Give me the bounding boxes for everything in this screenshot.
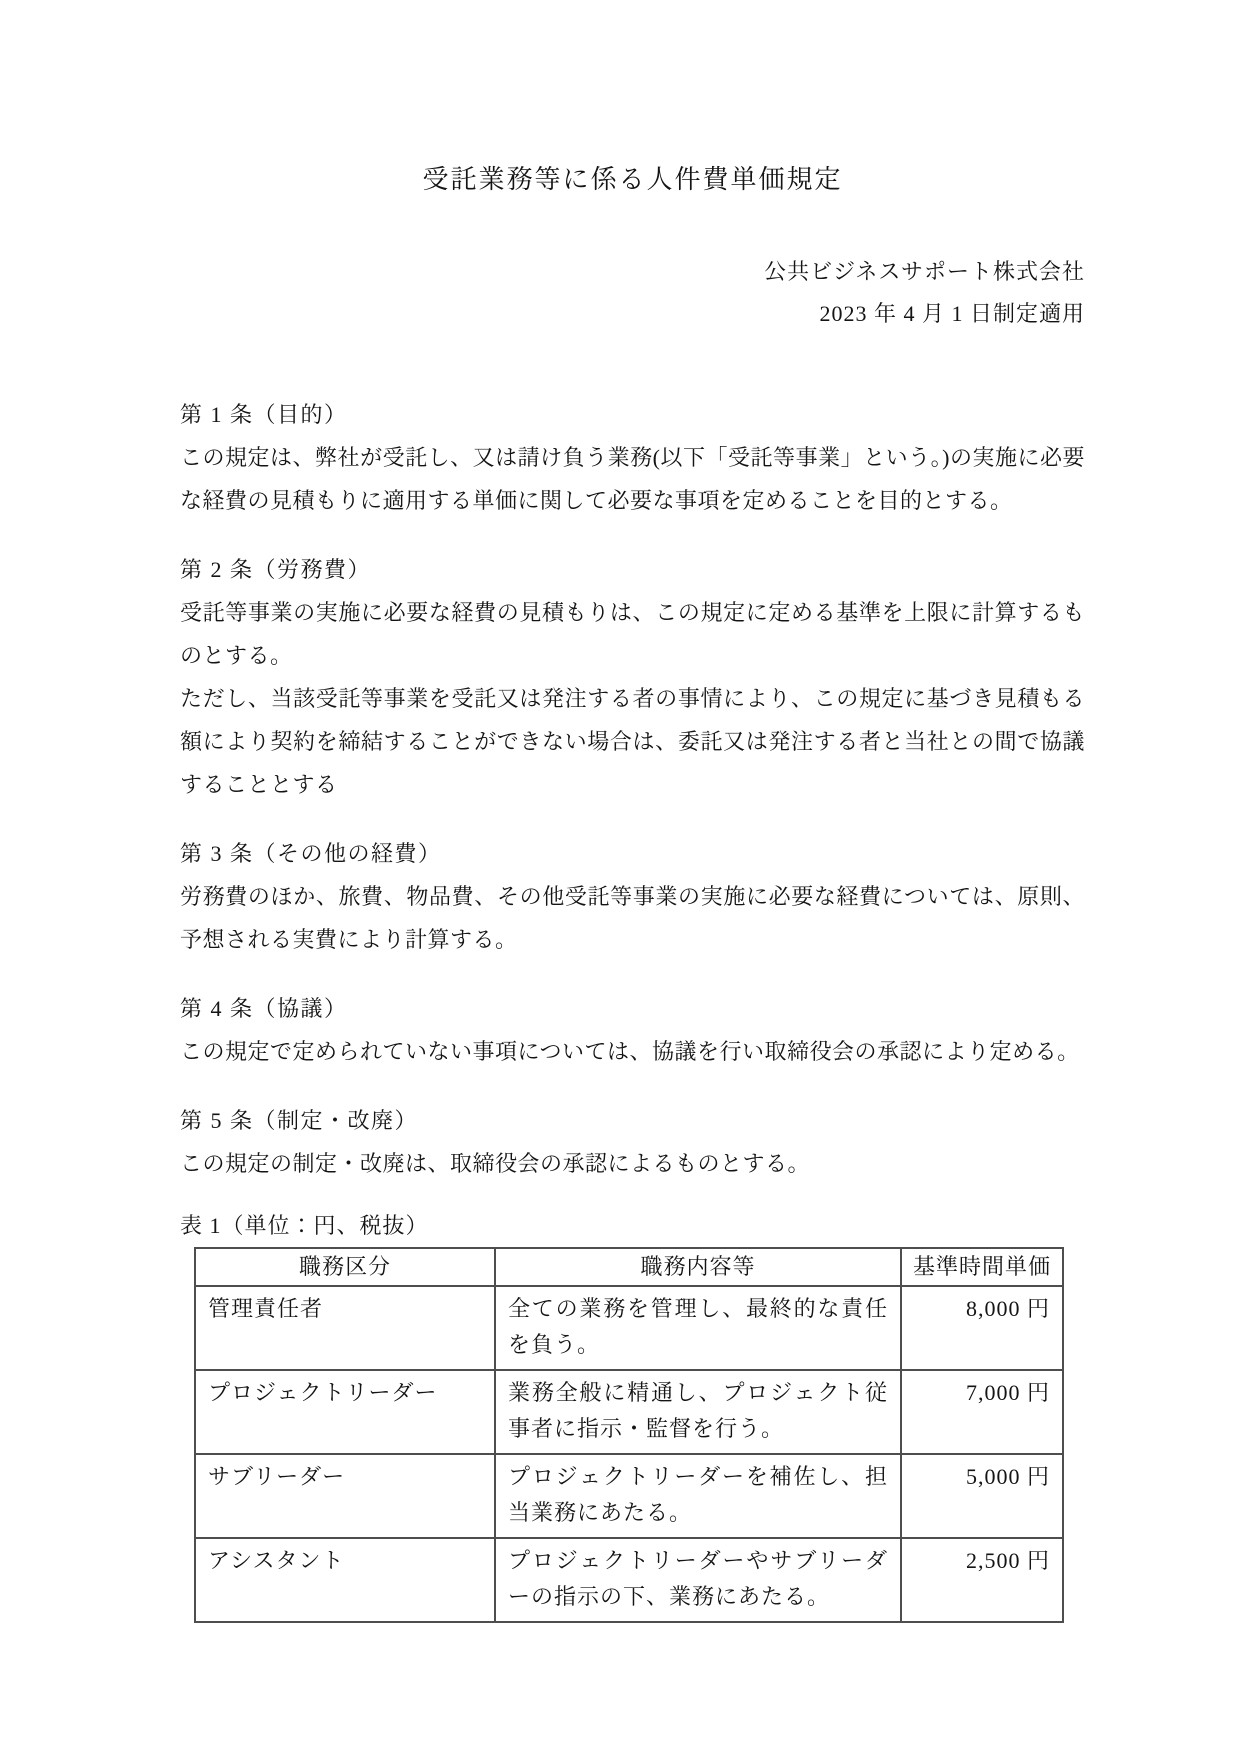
article-4-paragraph: この規定で定められていない事項については、協議を行い取締役会の承認により定める。 <box>180 1039 1080 1064</box>
article-2 <box>180 548 1085 806</box>
col-header-rate: 基準時間単価 <box>901 1248 1063 1286</box>
row-4-description: プロジェクトリーダーやサブリーダーの指示の下、業務にあたる。 <box>495 1538 901 1622</box>
article-4-heading: 第 4 条（協議） <box>180 996 348 1021</box>
document-title: 受託業務等に係る人件費単価規定 <box>422 165 843 194</box>
row-2-rate: 7,000 円 <box>901 1370 1063 1454</box>
row-1-role: 管理責任者 <box>195 1286 495 1370</box>
row-1-description: 全ての業務を管理し、最終的な責任を負う。 <box>495 1286 901 1370</box>
article-1-heading: 第 1 条（目的） <box>180 402 348 427</box>
article-5-paragraph: この規定の制定・改廃は、取締役会の承認によるものとする。 <box>180 1151 811 1176</box>
article-2-paragraph-1: 受託等事業の実施に必要な経費の見積もりは、この規定に定める基準を上限に計算するものとする。 <box>180 600 1085 668</box>
company-name: 公共ビジネスサポート株式会社 <box>764 259 1085 284</box>
table-row <box>195 1370 1063 1454</box>
article-1 <box>180 393 1085 522</box>
article-3-paragraph: 労務費のほか、旅費、物品費、その他受託等事業の実施に必要な経費については、原則、予想される実費により計算する。 <box>180 884 1085 952</box>
articles-section <box>180 393 1085 1185</box>
article-5 <box>180 1099 1085 1185</box>
table-row <box>195 1286 1063 1370</box>
table-caption: 表 1（単位：円、税抜） <box>180 1213 429 1238</box>
article-5-heading: 第 5 条（制定・改廃） <box>180 1108 419 1133</box>
row-3-rate: 5,000 円 <box>901 1454 1063 1538</box>
row-3-role: サブリーダー <box>195 1454 495 1538</box>
row-2-description: 業務全般に精通し、プロジェクト従事者に指示・監督を行う。 <box>495 1370 901 1454</box>
article-1-paragraph: この規定は、弊社が受託し、又は請け負う業務(以下「受託等事業」という。)の実施に必要な経費の見積もりに適用する単価に関して必要な事項を定めることを目的とする。 <box>180 445 1085 513</box>
article-3 <box>180 832 1085 961</box>
article-2-heading: 第 2 条（労務費） <box>180 557 372 582</box>
article-3-heading: 第 3 条（その他の経費） <box>180 841 442 866</box>
article-4 <box>180 987 1085 1073</box>
row-2-role: プロジェクトリーダー <box>195 1370 495 1454</box>
row-4-role: アシスタント <box>195 1538 495 1622</box>
col-header-description: 職務内容等 <box>495 1248 901 1286</box>
table-row <box>195 1454 1063 1538</box>
effective-date: 2023 年 4 月 1 日制定適用 <box>819 301 1085 326</box>
row-4-rate: 2,500 円 <box>901 1538 1063 1622</box>
rate-table <box>194 1247 1064 1623</box>
col-header-role: 職務区分 <box>195 1248 495 1286</box>
byline <box>180 251 1085 335</box>
row-1-rate: 8,000 円 <box>901 1286 1063 1370</box>
table-row <box>195 1538 1063 1622</box>
row-3-description: プロジェクトリーダーを補佐し、担当業務にあたる。 <box>495 1454 901 1538</box>
table-header-row <box>195 1248 1063 1286</box>
article-2-paragraph-2: ただし、当該受託等事業を受託又は発注する者の事情により、この規定に基づき見積もる額により契約を締結することができない場合は、委託又は発注する者と当社との間で協議することとする <box>180 686 1085 797</box>
